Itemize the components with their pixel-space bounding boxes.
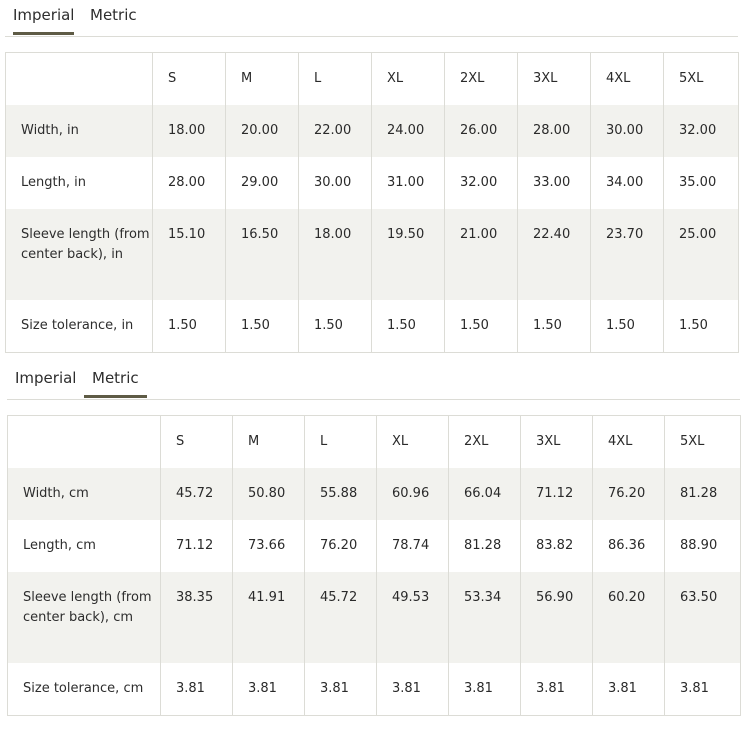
table-row — [8, 663, 741, 716]
row-label: Size tolerance, cm — [8, 663, 161, 716]
header-size-2xl: 2XL — [449, 416, 521, 469]
table-header-row — [8, 416, 741, 469]
table-cell: 3.81 — [161, 663, 233, 716]
header-size-2xl: 2XL — [445, 53, 518, 106]
table-cell: 29.00 — [226, 157, 299, 209]
header-size-4xl: 4XL — [591, 53, 664, 106]
size-table — [5, 52, 739, 353]
table-cell: 1.50 — [445, 300, 518, 353]
row-label: Size tolerance, in — [6, 300, 153, 353]
table-cell: 73.66 — [233, 520, 305, 572]
table-cell: 88.90 — [665, 520, 741, 572]
table-cell: 83.82 — [521, 520, 593, 572]
header-size-s: S — [161, 416, 233, 469]
table-cell: 24.00 — [372, 105, 445, 157]
table-cell: 22.00 — [299, 105, 372, 157]
table-cell: 86.36 — [593, 520, 665, 572]
table-cell: 60.20 — [593, 572, 665, 663]
table-cell: 49.53 — [377, 572, 449, 663]
table-cell: 1.50 — [226, 300, 299, 353]
table-cell: 18.00 — [153, 105, 226, 157]
table-cell: 1.50 — [153, 300, 226, 353]
table-cell: 56.90 — [521, 572, 593, 663]
table-cell: 34.00 — [591, 157, 664, 209]
row-label: Width, in — [6, 105, 153, 157]
table-cell: 3.81 — [593, 663, 665, 716]
header-size-l: L — [299, 53, 372, 106]
table-cell: 38.35 — [161, 572, 233, 663]
header-size-s: S — [153, 53, 226, 106]
header-size-l: L — [305, 416, 377, 469]
table-cell: 30.00 — [591, 105, 664, 157]
metric-size-chart — [7, 363, 740, 696]
header-size-m: M — [226, 53, 299, 106]
table-cell: 45.72 — [161, 468, 233, 520]
table-cell: 1.50 — [372, 300, 445, 353]
header-size-4xl: 4XL — [593, 416, 665, 469]
table-cell: 53.34 — [449, 572, 521, 663]
imperial-size-chart — [5, 0, 738, 333]
table-cell: 30.00 — [299, 157, 372, 209]
table-header-row — [6, 53, 739, 106]
table-cell: 19.50 — [372, 209, 445, 300]
table-row — [6, 105, 739, 157]
table-cell: 63.50 — [665, 572, 741, 663]
tab-imperial[interactable]: Imperial — [13, 6, 74, 35]
tab-imperial[interactable]: Imperial — [15, 369, 77, 387]
table-cell: 18.00 — [299, 209, 372, 300]
unit-tabs — [7, 363, 740, 400]
size-table — [7, 415, 741, 716]
header-empty-cell — [6, 53, 153, 106]
table-cell: 45.72 — [305, 572, 377, 663]
table-cell: 33.00 — [518, 157, 591, 209]
unit-tabs — [5, 0, 738, 37]
row-label: Width, cm — [8, 468, 161, 520]
table-cell: 32.00 — [664, 105, 739, 157]
header-size-3xl: 3XL — [521, 416, 593, 469]
header-size-m: M — [233, 416, 305, 469]
table-cell: 76.20 — [593, 468, 665, 520]
table-cell: 3.81 — [377, 663, 449, 716]
table-cell: 3.81 — [305, 663, 377, 716]
table-cell: 22.40 — [518, 209, 591, 300]
header-size-3xl: 3XL — [518, 53, 591, 106]
row-label: Sleeve length (from center back), in — [6, 209, 153, 300]
header-size-5xl: 5XL — [665, 416, 741, 469]
table-cell: 3.81 — [449, 663, 521, 716]
header-empty-cell — [8, 416, 161, 469]
table-cell: 25.00 — [664, 209, 739, 300]
table-cell: 50.80 — [233, 468, 305, 520]
table-cell: 60.96 — [377, 468, 449, 520]
table-cell: 16.50 — [226, 209, 299, 300]
table-cell: 23.70 — [591, 209, 664, 300]
table-cell: 78.74 — [377, 520, 449, 572]
table-cell: 26.00 — [445, 105, 518, 157]
header-size-xl: XL — [377, 416, 449, 469]
table-row — [8, 468, 741, 520]
row-label: Sleeve length (from center back), cm — [8, 572, 161, 663]
table-row — [8, 520, 741, 572]
table-cell: 41.91 — [233, 572, 305, 663]
table-cell: 66.04 — [449, 468, 521, 520]
table-cell: 1.50 — [299, 300, 372, 353]
table-cell: 31.00 — [372, 157, 445, 209]
table-cell: 3.81 — [233, 663, 305, 716]
table-cell: 1.50 — [518, 300, 591, 353]
table-cell: 3.81 — [665, 663, 741, 716]
table-cell: 32.00 — [445, 157, 518, 209]
table-cell: 3.81 — [521, 663, 593, 716]
row-label: Length, cm — [8, 520, 161, 572]
table-cell: 20.00 — [226, 105, 299, 157]
table-cell: 81.28 — [665, 468, 741, 520]
table-cell: 21.00 — [445, 209, 518, 300]
table-cell: 76.20 — [305, 520, 377, 572]
table-row — [6, 157, 739, 209]
table-row — [6, 209, 739, 300]
table-cell: 15.10 — [153, 209, 226, 300]
header-size-5xl: 5XL — [664, 53, 739, 106]
table-cell: 55.88 — [305, 468, 377, 520]
header-size-xl: XL — [372, 53, 445, 106]
table-row — [8, 572, 741, 663]
table-cell: 28.00 — [153, 157, 226, 209]
tab-metric[interactable]: Metric — [84, 369, 147, 398]
table-cell: 71.12 — [521, 468, 593, 520]
table-cell: 1.50 — [591, 300, 664, 353]
table-cell: 28.00 — [518, 105, 591, 157]
table-cell: 71.12 — [161, 520, 233, 572]
row-label: Length, in — [6, 157, 153, 209]
table-cell: 35.00 — [664, 157, 739, 209]
table-row — [6, 300, 739, 353]
tab-metric[interactable]: Metric — [90, 6, 137, 24]
table-cell: 81.28 — [449, 520, 521, 572]
table-cell: 1.50 — [664, 300, 739, 353]
